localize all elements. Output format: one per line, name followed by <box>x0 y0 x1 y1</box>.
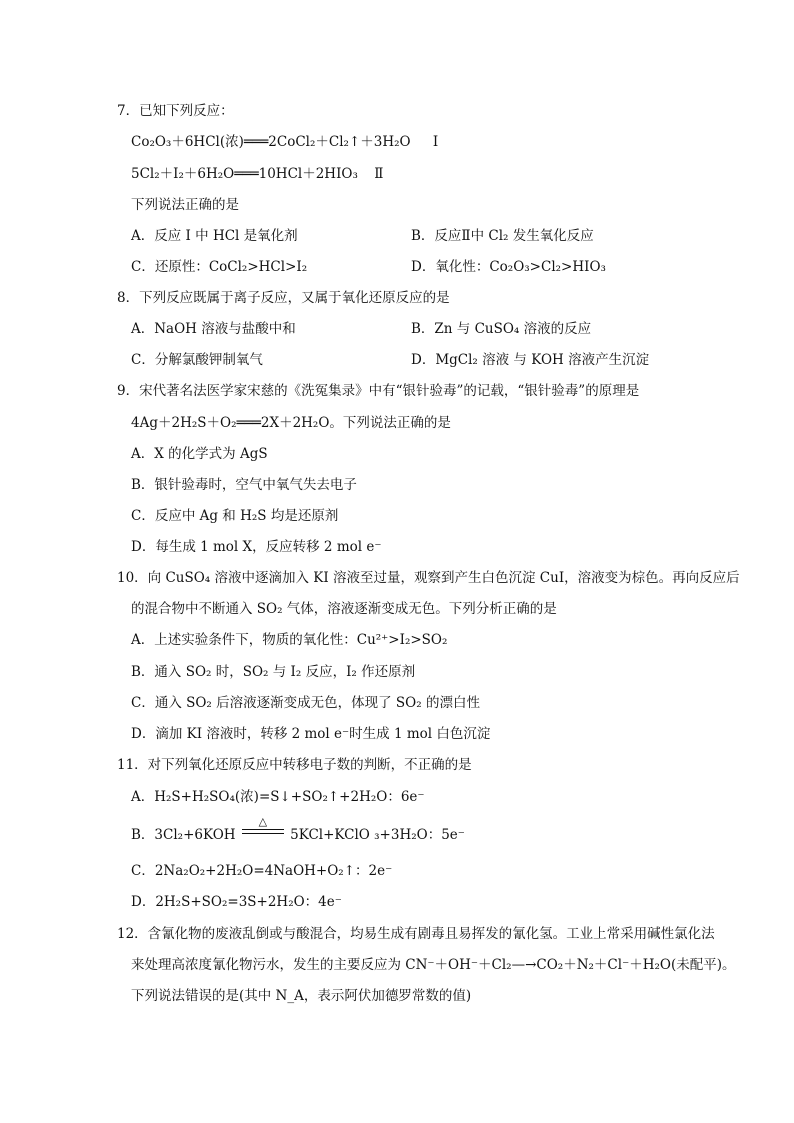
q8-option-c[interactable]: C．分解氯酸钾制氧气 <box>131 352 263 368</box>
q11-option-a[interactable]: A．H₂S+H₂SO₄(浓)=S↓+SO₂↑+2H₂O：6e⁻ <box>131 789 425 805</box>
heat-condition-sign <box>240 815 286 840</box>
q9-option-b[interactable]: B．银针验毒时，空气中氧气失去电子 <box>131 477 357 493</box>
q9-option-d[interactable]: D．每生成 1 mol X，反应转移 2 mol e⁻ <box>131 539 382 555</box>
q10-option-b[interactable]: B．通入 SO₂ 时，SO₂ 与 I₂ 反应，I₂ 作还原剂 <box>131 664 416 680</box>
equals-bar-bottom <box>242 833 284 834</box>
q12-stem-line-1: 12．含氰化物的废液乱倒或与酸混合，均易生成有剧毒且易挥发的氰化氢。工业上常采用碱性氯化法 <box>117 926 715 942</box>
equals-bar-top <box>242 829 284 830</box>
q10-stem-line-1: 10．向 CuSO₄ 溶液中逐滴加入 KI 溶液至过量，观察到产生白色沉淀 CuI，溶液变为棕色。再向反应后 <box>117 570 740 586</box>
q11-option-d[interactable]: D．2H₂S+SO₂=3S+2H₂O：4e⁻ <box>131 894 342 910</box>
q9-stem: 9．宋代著名法医学家宋慈的《洗冤集录》中有“银针验毒”的记载，“银针验毒”的原理是 <box>117 383 640 399</box>
q12-stem-line-2: 来处理高浓度氰化物污水，发生的主要反应为 CN⁻＋OH⁻＋Cl₂—→CO₂＋N₂＋Cl⁻＋H₂O(未配平)。 <box>131 957 736 973</box>
q11-option-c[interactable]: C．2Na₂O₂+2H₂O=4NaOH+O₂↑：2e⁻ <box>131 863 393 879</box>
q9-option-a[interactable]: A．X 的化学式为 AgS <box>131 446 268 462</box>
q7-equation-2 <box>131 165 383 183</box>
q11-b-right: 5KCl+KClO ₃+3H₂O：5e⁻ <box>290 827 465 843</box>
q7-eq2-tag: Ⅱ <box>374 166 384 182</box>
q7-stem: 7．已知下列反应： <box>117 103 234 119</box>
q11-b-left: B．3Cl₂+6KOH <box>131 827 236 843</box>
q7-eq1-text: Co₂O₃＋6HCl(浓)═══2CoCl₂＋Cl₂↑＋3H₂O <box>131 134 411 150</box>
q10-option-d[interactable]: D．滴加 KI 溶液时，转移 2 mol e⁻时生成 1 mol 白色沉淀 <box>131 726 491 742</box>
q7-eq1-tag: I <box>432 134 439 150</box>
q8-option-d[interactable]: D．MgCl₂ 溶液 与 KOH 溶液产生沉淀 <box>411 352 650 368</box>
q11-stem: 11．对下列氧化还原反应中转移电子数的判断，不正确的是 <box>117 757 472 773</box>
q7-equation-1 <box>131 133 438 151</box>
q7-option-a[interactable]: A．反应 I 中 HCl 是氧化剂 <box>131 228 298 244</box>
q8-option-a[interactable]: A．NaOH 溶液与盐酸中和 <box>131 321 296 337</box>
q7-option-c[interactable]: C．还原性：CoCl₂>HCl>I₂ <box>131 259 308 275</box>
q8-option-b[interactable]: B．Zn 与 CuSO₄ 溶液的反应 <box>411 321 592 337</box>
q8-stem: 8．下列反应既属于离子反应，又属于氧化还原反应的是 <box>117 290 450 306</box>
q11-option-b[interactable] <box>131 815 465 844</box>
q12-stem-line-3: 下列说法错误的是(其中 N_A，表示阿伏加德罗常数的值) <box>131 988 472 1004</box>
heat-triangle-icon: △ <box>258 815 268 828</box>
q10-option-a[interactable]: A．上述实验条件下，物质的氧化性：Cu²⁺>I₂>SO₂ <box>131 632 448 648</box>
q9-equation: 4Ag＋2H₂S＋O₂═══2X＋2H₂O。下列说法正确的是 <box>131 415 451 431</box>
q7-option-b[interactable]: B．反应Ⅱ中 Cl₂ 发生氧化反应 <box>411 228 594 244</box>
q10-stem-line-2: 的混合物中不断通入 SO₂ 气体，溶液逐渐变成无色。下列分析正确的是 <box>131 601 557 617</box>
q7-ask: 下列说法正确的是 <box>131 197 239 213</box>
q10-option-c[interactable]: C．通入 SO₂ 后溶液逐渐变成无色，体现了 SO₂ 的漂白性 <box>131 695 480 711</box>
q7-option-d[interactable]: D．氧化性：Co₂O₃>Cl₂>HIO₃ <box>411 259 606 275</box>
q9-option-c[interactable]: C．反应中 Ag 和 H₂S 均是还原剂 <box>131 508 339 524</box>
q7-eq2-text: 5Cl₂＋I₂＋6H₂O═══10HCl＋2HIO₃ <box>131 166 358 182</box>
